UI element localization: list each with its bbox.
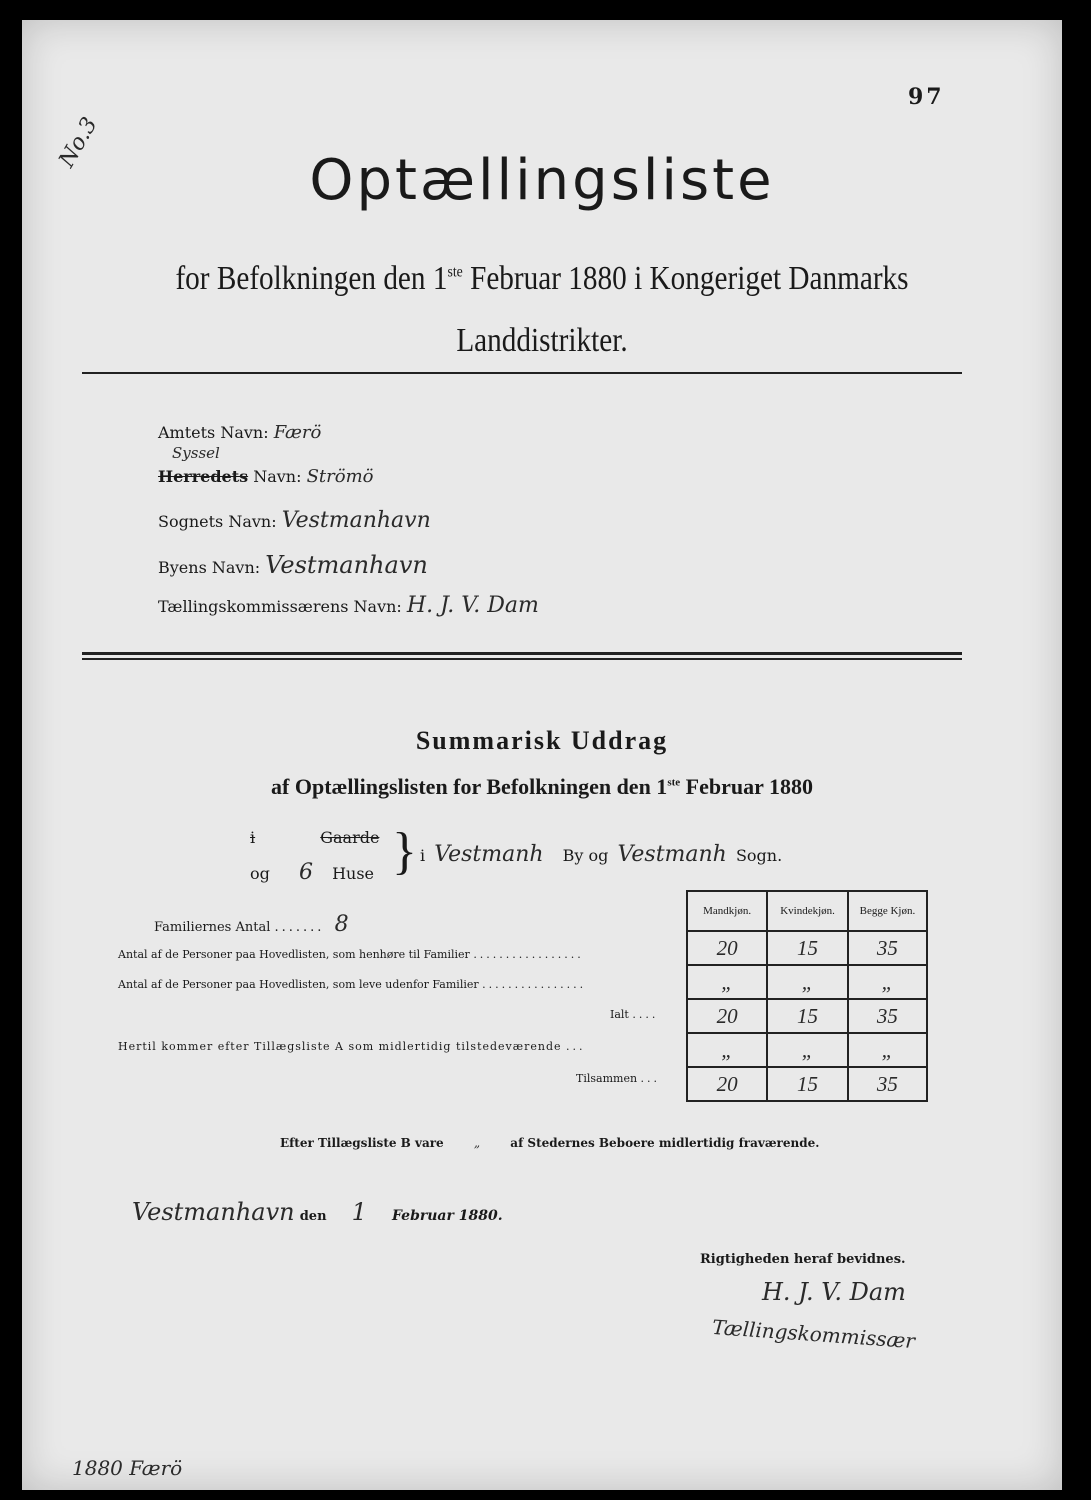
kommissaer-row: [158, 593, 539, 618]
signature: H. J. V. Dam: [762, 1278, 906, 1306]
row-label-2: Antal af de Personer paa Hovedlisten, som leve udenfor Familier ................: [118, 978, 587, 991]
amt-value: Færö: [273, 422, 322, 443]
herred-value: Strömö: [306, 466, 374, 487]
header-begge: Begge Kjøn.: [848, 891, 927, 931]
header-kvindekjon: Kvindekjøn.: [767, 891, 848, 931]
divider-double-2: [82, 658, 962, 660]
header-mandkjon: Mandkjøn.: [687, 891, 767, 931]
sogn-row: [158, 508, 431, 533]
by-row: [158, 551, 428, 579]
amt-label: Amtets Navn:: [158, 423, 269, 442]
summary-heading: Summarisk Uddrag: [415, 726, 669, 755]
date-place: Vestmanhavn: [132, 1198, 295, 1226]
signature-title: Tællingskommissær: [711, 1314, 916, 1354]
table-row: 20 15 35: [687, 1067, 927, 1101]
bottom-note: 1880 Færö: [72, 1456, 183, 1480]
herred-label-struck: Herredets: [158, 467, 249, 486]
row-label-5: Tilsammen ...: [576, 1072, 661, 1085]
herred-label: Navn:: [253, 467, 302, 486]
document-subtitle-line2: Landdistrikter.: [456, 322, 628, 359]
by-label: Byens Navn:: [158, 558, 261, 577]
date-line: [132, 1198, 503, 1226]
row-label-4: Hertil kommer efter Tillægsliste A som midlertidig tilstedeværende ...: [118, 1040, 586, 1053]
divider-top: [82, 372, 962, 374]
efter-line: Efter Tillægsliste B vare „ af Stedernes Beboere midlertidig fraværende.: [280, 1136, 820, 1150]
summary-table: [686, 890, 928, 1102]
herred-row: [158, 466, 374, 487]
date-den: den: [299, 1209, 327, 1224]
document-subtitle: for Befolkningen den 1ste Februar 1880 i Kongeriget Danmarks: [175, 260, 909, 297]
herred-insert: Syssel: [172, 444, 220, 462]
location-line: i Vestmanh By og Vestmanh Sogn.: [420, 842, 783, 867]
table-row: 20 15 35: [687, 931, 927, 965]
kommissaer-value: H. J. V. Dam: [406, 593, 539, 618]
row-label-3: Ialt ....: [610, 1008, 659, 1021]
huse-line: og 6 Huse: [250, 860, 374, 885]
margin-mark: No.3: [54, 113, 103, 172]
kommissaer-label: Tællingskommissærens Navn:: [158, 597, 402, 616]
familier-row: Familiernes Antal ....... 8: [154, 912, 349, 937]
page-number: 97: [908, 84, 945, 110]
census-page: [22, 20, 1062, 1490]
divider-double-1: [82, 652, 962, 655]
by-value: Vestmanhavn: [265, 551, 428, 579]
sogn-value: Vestmanhavn: [281, 508, 431, 533]
summary-subheading: af Optællingslisten for Befolkningen den 1ste Februar 1880: [271, 774, 813, 799]
brace: }: [392, 823, 417, 880]
date-month-year: Februar 1880.: [391, 1208, 503, 1224]
date-day: 1: [351, 1198, 367, 1226]
gaarde-line: i Gaarde: [250, 828, 380, 847]
table-row: „ „ „: [687, 965, 927, 999]
table-row: „ „ „: [687, 1033, 927, 1067]
table-row: 20 15 35: [687, 999, 927, 1033]
row-label-1: Antal af de Personer paa Hovedlisten, som henhøre til Familier .................: [118, 948, 584, 961]
amt-row: [158, 422, 321, 443]
document-title: Optællingsliste: [309, 148, 775, 213]
attest-text: Rigtigheden heraf bevidnes.: [700, 1252, 906, 1267]
sogn-label: Sognets Navn:: [158, 512, 277, 531]
